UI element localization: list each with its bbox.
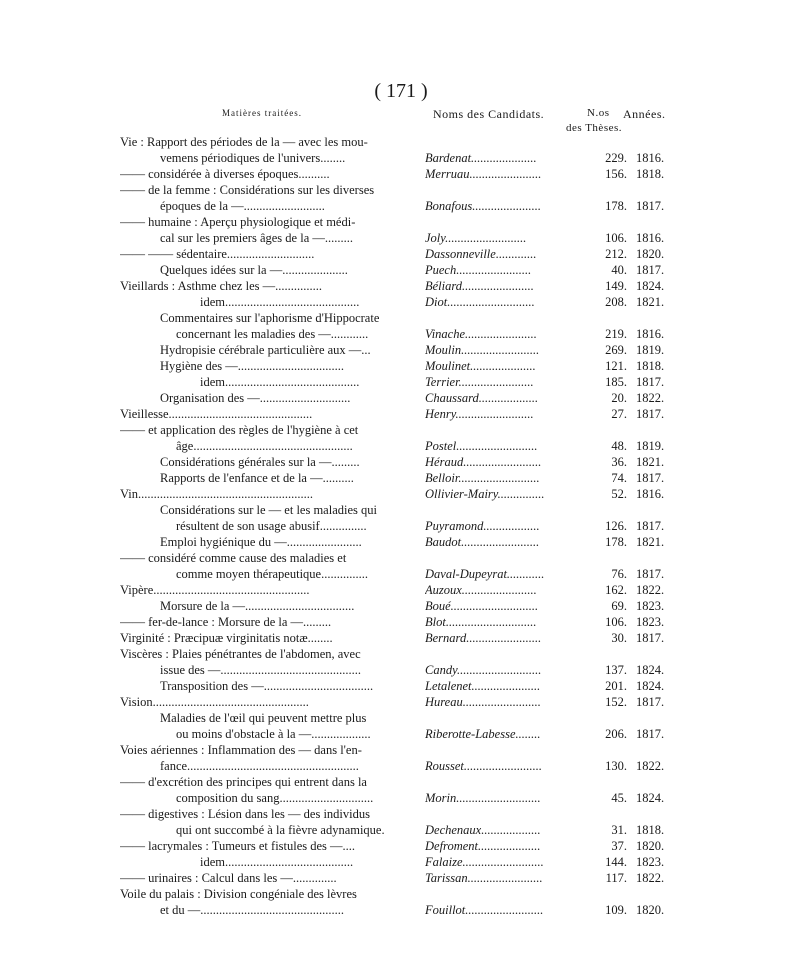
index-line [0, 295, 800, 310]
candidate-name: Ollivier-Mairy............... [425, 487, 545, 501]
thesis-year: 1818. [636, 359, 665, 373]
subject-text: résultent de son usage abusif............... [176, 519, 367, 533]
thesis-number: 106. [605, 231, 627, 245]
candidate-name: Tarissan........................ [425, 871, 543, 885]
subject-text: âge................................................... [176, 439, 353, 453]
candidate-name: Falaize.......................... [425, 855, 544, 869]
subject-text: Hydropisie cérébrale particulière aux —... [160, 343, 371, 357]
subject-text: —— lacrymales : Tumeurs et fistules des —.... [120, 839, 356, 853]
candidate-name: Candy........................... [425, 663, 542, 677]
thesis-number: 212. [605, 247, 627, 261]
page-number: ( 171 ) [374, 80, 428, 102]
subject-text: Vie : Rapport des périodes de la — avec les mou- [120, 135, 368, 149]
index-line [0, 151, 800, 166]
thesis-year: 1817. [636, 631, 665, 645]
subject-text: idem........................................... [200, 295, 360, 309]
candidate-name: Moulinet..................... [425, 359, 536, 373]
index-line [0, 311, 800, 326]
candidate-name: Bernard........................ [425, 631, 542, 645]
index-line [0, 727, 800, 742]
thesis-number: 206. [605, 727, 627, 741]
index-line [0, 183, 800, 198]
subject-text: époques de la —.......................... [160, 199, 325, 213]
thesis-number: 156. [605, 167, 627, 181]
index-line [0, 519, 800, 534]
subject-text: Vision.................................................. [120, 695, 309, 709]
thesis-year: 1817. [636, 407, 665, 421]
thesis-number: 40. [611, 263, 627, 277]
subject-text: Vipère.................................................. [120, 583, 310, 597]
candidate-name: Merruau....................... [425, 167, 542, 181]
subject-text: —— considérée à diverses époques.......... [120, 167, 330, 181]
candidate-name: Auzoux........................ [425, 583, 537, 597]
thesis-number: 37. [611, 839, 627, 853]
header-annees: Années. [623, 107, 666, 121]
thesis-year: 1816. [636, 327, 665, 341]
index-line [0, 343, 800, 358]
index-line [0, 743, 800, 758]
thesis-number: 208. [605, 295, 627, 309]
thesis-year: 1817. [636, 519, 665, 533]
subject-text: —— fer-de-lance : Morsure de la —......... [120, 615, 332, 629]
subject-text: Considérations générales sur la —......... [160, 455, 360, 469]
thesis-year: 1817. [636, 567, 665, 581]
index-line [0, 231, 800, 246]
thesis-year: 1823. [636, 855, 665, 869]
thesis-year: 1820. [636, 247, 665, 261]
index-line [0, 167, 800, 182]
thesis-number: 137. [605, 663, 627, 677]
subject-text: concernant les maladies des —............ [176, 327, 369, 341]
thesis-number: 74. [611, 471, 627, 485]
index-line [0, 487, 800, 502]
index-line [0, 327, 800, 342]
subject-text: —— d'excrétion des principes qui entrent dans la [120, 775, 367, 789]
candidate-name: Moulin......................... [425, 343, 540, 357]
subject-text: Rapports de l'enfance et de la —.......... [160, 471, 354, 485]
index-line [0, 215, 800, 230]
thesis-number: 31. [611, 823, 627, 837]
thesis-year: 1816. [636, 231, 665, 245]
candidate-name: Dechenaux................... [425, 823, 541, 837]
candidate-name: Boué............................ [425, 599, 539, 613]
candidate-name: Baudot......................... [425, 535, 540, 549]
thesis-number: 117. [605, 871, 627, 885]
index-line [0, 887, 800, 902]
index-line [0, 439, 800, 454]
index-line [0, 615, 800, 630]
thesis-year: 1823. [636, 599, 665, 613]
subject-text: cal sur les premiers âges de la —......... [160, 231, 353, 245]
subject-text: —— —— sédentaire............................ [120, 247, 315, 261]
index-line [0, 551, 800, 566]
thesis-number: 178. [605, 535, 627, 549]
thesis-number: 144. [605, 855, 627, 869]
subject-text: —— considéré comme cause des maladies et [120, 551, 347, 565]
thesis-year: 1822. [636, 391, 665, 405]
thesis-year: 1824. [636, 791, 665, 805]
index-line [0, 679, 800, 694]
thesis-year: 1820. [636, 839, 665, 853]
index-line [0, 503, 800, 518]
subject-text: —— et application des règles de l'hygiène à cet [120, 423, 359, 437]
subject-text: Virginité : Præcipuæ virginitatis notæ........ [120, 631, 333, 645]
subject-text: Vieillards : Asthme chez les —............... [120, 279, 322, 293]
candidate-name: Héraud......................... [425, 455, 542, 469]
subject-text: —— humaine : Aperçu physiologique et médi- [120, 215, 356, 229]
thesis-year: 1822. [636, 871, 665, 885]
index-line [0, 279, 800, 294]
candidate-name: Daval-Dupeyrat............ [425, 567, 545, 581]
subject-text: Emploi hygiénique du —........................ [160, 535, 362, 549]
subject-text: comme moyen thérapeutique............... [176, 567, 368, 581]
thesis-year: 1824. [636, 679, 665, 693]
thesis-number: 178. [605, 199, 627, 213]
candidate-name: Rousset......................... [425, 759, 543, 773]
candidate-name: Defroment.................... [425, 839, 541, 853]
subject-text: idem........................................... [200, 375, 360, 389]
thesis-year: 1822. [636, 583, 665, 597]
index-line [0, 839, 800, 854]
thesis-number: 109. [605, 903, 627, 917]
candidate-name: Henry......................... [425, 407, 534, 421]
subject-text: vemens périodiques de l'univers........ [160, 151, 346, 165]
subject-text: Morsure de la —................................... [160, 599, 355, 613]
candidate-name: Puyramond.................. [425, 519, 540, 533]
thesis-number: 20. [611, 391, 627, 405]
subject-text: Organisation des —............................. [160, 391, 351, 405]
candidate-name: Morin........................... [425, 791, 541, 805]
subject-text: Viscères : Plaies pénétrantes de l'abdomen, avec [120, 647, 361, 661]
thesis-year: 1821. [636, 295, 665, 309]
thesis-number: 201. [605, 679, 627, 693]
thesis-year: 1819. [636, 343, 665, 357]
subject-text: Maladies de l'œil qui peuvent mettre plus [160, 711, 367, 725]
index-line [0, 855, 800, 870]
subject-text: idem......................................... [200, 855, 354, 869]
header-num: N.os [587, 107, 610, 119]
thesis-year: 1821. [636, 455, 665, 469]
thesis-number: 36. [611, 455, 627, 469]
subject-text: issue des —............................................. [160, 663, 362, 677]
thesis-number: 52. [611, 487, 627, 501]
thesis-year: 1824. [636, 279, 665, 293]
subject-text: —— de la femme : Considérations sur les diverses [120, 183, 375, 197]
candidate-name: Letalenet...................... [425, 679, 541, 693]
index-line [0, 359, 800, 374]
candidate-name: Hureau......................... [425, 695, 541, 709]
thesis-number: 219. [605, 327, 627, 341]
header-matieres: Matières traitées. [222, 108, 302, 118]
candidate-name: Vinache....................... [425, 327, 537, 341]
index-line [0, 247, 800, 262]
candidate-name: Bardenat..................... [425, 151, 537, 165]
thesis-year: 1816. [636, 487, 665, 501]
index-line [0, 903, 800, 918]
index-line [0, 263, 800, 278]
thesis-year: 1820. [636, 903, 665, 917]
thesis-year: 1822. [636, 759, 665, 773]
index-line [0, 599, 800, 614]
index-line [0, 375, 800, 390]
index-line [0, 535, 800, 550]
candidate-name: Béliard....................... [425, 279, 534, 293]
subject-text: composition du sang.............................. [176, 791, 374, 805]
subject-text: ou moins d'obstacle à la —................... [176, 727, 371, 741]
index-line [0, 647, 800, 662]
thesis-number: 126. [605, 519, 627, 533]
index-line [0, 759, 800, 774]
thesis-number: 149. [605, 279, 627, 293]
thesis-year: 1821. [636, 535, 665, 549]
thesis-number: 48. [611, 439, 627, 453]
thesis-year: 1823. [636, 615, 665, 629]
subject-text: Transposition des —................................... [160, 679, 374, 693]
index-line [0, 407, 800, 422]
candidate-name: Diot............................ [425, 295, 535, 309]
thesis-number: 185. [605, 375, 627, 389]
thesis-year: 1817. [636, 471, 665, 485]
thesis-year: 1817. [636, 695, 665, 709]
candidate-name: Puech........................ [425, 263, 532, 277]
index-line [0, 199, 800, 214]
candidate-name: Joly.......................... [425, 231, 527, 245]
thesis-number: 106. [605, 615, 627, 629]
index-line [0, 455, 800, 470]
subject-text: Voile du palais : Division congéniale des lèvres [120, 887, 357, 901]
index-line [0, 567, 800, 582]
subject-text: Vieillesse.............................................. [120, 407, 313, 421]
candidate-name: Belloir.......................... [425, 471, 540, 485]
index-line [0, 631, 800, 646]
thesis-year: 1817. [636, 375, 665, 389]
header-theses: des Thèses. [566, 122, 623, 134]
thesis-year: 1817. [636, 727, 665, 741]
index-line [0, 775, 800, 790]
thesis-number: 30. [611, 631, 627, 645]
thesis-year: 1818. [636, 167, 665, 181]
candidate-name: Chaussard................... [425, 391, 539, 405]
candidate-name: Blot............................. [425, 615, 537, 629]
thesis-number: 152. [605, 695, 627, 709]
thesis-number: 229. [605, 151, 627, 165]
index-line [0, 391, 800, 406]
candidate-name: Postel.......................... [425, 439, 538, 453]
header-noms: Noms des Candidats. [433, 107, 545, 121]
index-line [0, 823, 800, 838]
candidate-name: Riberotte-Labesse........ [425, 727, 541, 741]
subject-text: fance....................................................... [160, 759, 359, 773]
thesis-year: 1819. [636, 439, 665, 453]
thesis-year: 1824. [636, 663, 665, 677]
thesis-year: 1816. [636, 151, 665, 165]
thesis-number: 27. [611, 407, 627, 421]
index-line [0, 871, 800, 886]
thesis-number: 69. [611, 599, 627, 613]
subject-text: Vin........................................................ [120, 487, 313, 501]
subject-text: Quelques idées sur la —..................... [160, 263, 348, 277]
index-line [0, 791, 800, 806]
thesis-number: 76. [611, 567, 627, 581]
subject-text: Hygiène des —.................................. [160, 359, 345, 373]
thesis-number: 45. [611, 791, 627, 805]
index-line [0, 471, 800, 486]
index-line [0, 583, 800, 598]
index-line [0, 423, 800, 438]
candidate-name: Fouillot......................... [425, 903, 544, 917]
thesis-year: 1817. [636, 263, 665, 277]
thesis-number: 269. [605, 343, 627, 357]
thesis-number: 162. [605, 583, 627, 597]
thesis-year: 1818. [636, 823, 665, 837]
thesis-number: 121. [605, 359, 627, 373]
index-line [0, 663, 800, 678]
index-line [0, 135, 800, 150]
thesis-year: 1817. [636, 199, 665, 213]
subject-text: —— digestives : Lésion dans les — des individus [120, 807, 370, 821]
thesis-number: 130. [605, 759, 627, 773]
subject-text: Voies aériennes : Inflammation des — dans l'en- [120, 743, 362, 757]
index-line [0, 807, 800, 822]
subject-text: qui ont succombé à la fièvre adynamique. [176, 823, 385, 837]
candidate-name: Terrier........................ [425, 375, 534, 389]
subject-text: —— urinaires : Calcul dans les —.............. [120, 871, 337, 885]
subject-text: Considérations sur le — et les maladies qui [160, 503, 377, 517]
candidate-name: Bonafous...................... [425, 199, 541, 213]
index-line [0, 695, 800, 710]
subject-text: et du —.............................................. [160, 903, 345, 917]
index-line [0, 711, 800, 726]
subject-text: Commentaires sur l'aphorisme d'Hippocrate [160, 311, 380, 325]
candidate-name: Dassonneville............. [425, 247, 537, 261]
